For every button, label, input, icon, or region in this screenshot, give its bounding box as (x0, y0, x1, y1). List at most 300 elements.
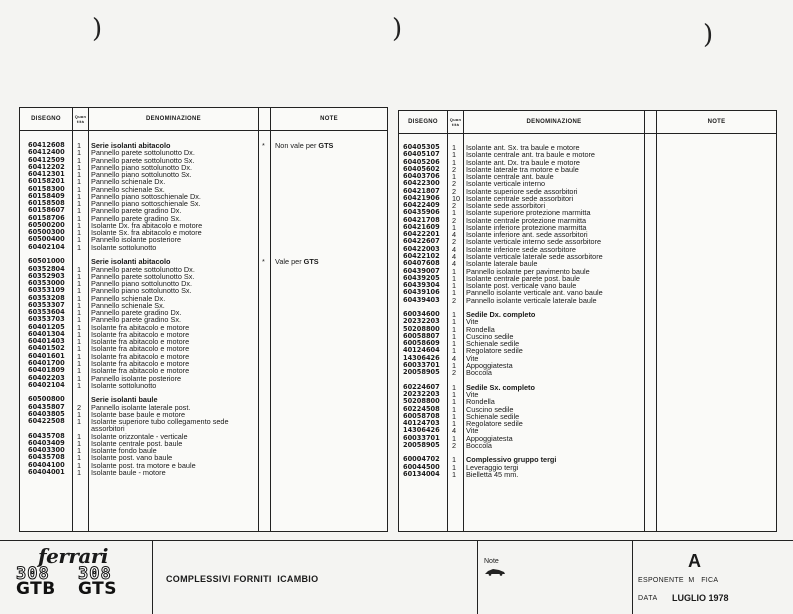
part-number: 60004702 (403, 455, 440, 464)
part-number: 60435906 (403, 208, 440, 217)
description: Isolante laterale tra motore e baule (466, 164, 579, 174)
description: Complessivo gruppo tergi (466, 455, 557, 465)
description: Isolante centrale ant. baule (466, 172, 554, 182)
table-row (20, 251, 387, 258)
model-gts: GTS (78, 579, 117, 599)
description: Isolante Dx. fra abitacolo e motore (91, 220, 203, 230)
header-note: NOTE (707, 118, 726, 125)
table-row (20, 360, 387, 367)
description: Cuscino sedile (466, 404, 514, 414)
description: Pannello parete sottolunotto Dx. (91, 148, 195, 158)
description: Isolante sottolunotto (91, 242, 157, 252)
table-row (20, 258, 387, 265)
description: Vite (466, 426, 479, 436)
quantity: 1 (452, 404, 457, 414)
table-row (20, 244, 387, 251)
part-number: 60353000 (28, 279, 65, 288)
table-row (20, 222, 387, 229)
quantity: 1 (452, 390, 457, 400)
description: Cuscino sedile (466, 331, 514, 341)
table-row (20, 418, 387, 425)
table-row (20, 157, 387, 164)
quantity: 1 (452, 273, 457, 283)
quantity: 1 (77, 467, 82, 477)
quantity: 1 (452, 172, 457, 182)
header-denominazione: DENOMINAZIONE (526, 118, 582, 125)
description: Serie isolanti abitacolo (91, 141, 171, 150)
quantity: 2 (452, 440, 457, 450)
part-number: 60439403 (403, 295, 440, 304)
note-text (275, 142, 333, 149)
quantity: 1 (452, 143, 457, 152)
table-row (20, 164, 387, 171)
note-prefix: Vale per (275, 257, 304, 267)
header-quantita: Quan tità (74, 114, 87, 124)
table-row (20, 302, 387, 309)
header-disegno: DISEGNO (31, 115, 61, 122)
description: Pannello schienale Sx. (91, 184, 165, 194)
quantity: 1 (77, 184, 82, 194)
part-number: 60422102 (403, 251, 440, 260)
quantity: 1 (452, 462, 457, 472)
part-number: 60401304 (28, 329, 65, 338)
table-row (399, 369, 776, 376)
description: Isolante sede assorbitori (466, 201, 546, 211)
description: Pannello isolante posteriore (91, 235, 182, 245)
table-row (20, 273, 387, 280)
quantity: 1 (452, 397, 457, 407)
part-number: 60421708 (403, 215, 440, 224)
quantity: 1 (452, 433, 457, 443)
table-row (20, 396, 387, 403)
description: Isolante centrale post. baule (91, 438, 183, 448)
header-quantita: Quan tità (449, 117, 462, 127)
part-number: 60403805 (28, 409, 65, 418)
quantity: 1 (77, 177, 82, 187)
quantity: 1 (452, 346, 457, 356)
quantity: 1 (77, 351, 82, 361)
table-row (20, 316, 387, 323)
table-row (20, 440, 387, 447)
binder-mark: ) (392, 14, 403, 44)
table-row (20, 447, 387, 454)
part-number: 60402104 (28, 242, 65, 251)
part-number: 60421807 (403, 186, 440, 195)
part-number: 60158409 (28, 191, 65, 200)
quantity: 1 (452, 331, 457, 341)
description: Isolante laterale baule (466, 259, 538, 269)
quantity: 1 (77, 199, 82, 209)
quantity: 1 (77, 417, 82, 427)
quantity: 2 (77, 402, 82, 412)
part-number: 60401601 (28, 351, 65, 360)
description: Appoggiatesta (466, 360, 513, 370)
part-number: 60352804 (28, 264, 65, 273)
part-number: 50208800 (403, 397, 440, 406)
description: Boccola (466, 368, 492, 378)
description: Pannello isolante posteriore (91, 373, 182, 383)
part-number: 60500200 (28, 220, 65, 229)
table-row (20, 266, 387, 273)
quantity: 1 (452, 469, 457, 479)
description: Serie isolanti baule (91, 395, 158, 405)
description: Pannello piano sottolunotto Dx. (91, 162, 193, 172)
quantity: 1 (77, 358, 82, 368)
part-number: 60401700 (28, 358, 65, 367)
part-number: 60404001 (28, 467, 65, 476)
part-number: 60500300 (28, 228, 65, 237)
description: Isolante post. vano baule (91, 453, 173, 463)
part-number: 60405602 (403, 164, 440, 173)
description: Isolante superiore protezione marmitta (466, 208, 591, 218)
quantity: 1 (77, 228, 82, 238)
part-number: 60401205 (28, 322, 65, 331)
quantity: 1 (452, 455, 457, 465)
quantity: 1 (452, 360, 457, 370)
quantity: 1 (77, 264, 82, 274)
quantity: 1 (77, 220, 82, 230)
part-number: 60353604 (28, 308, 65, 317)
quantity: 2 (452, 237, 457, 247)
description: Pannello parete gradino Dx. (91, 206, 182, 216)
quantity: 1 (452, 382, 457, 392)
part-number: 60435807 (28, 402, 65, 411)
quantity: 1 (77, 271, 82, 281)
quantity: 1 (452, 324, 457, 334)
part-number: 60353109 (28, 286, 65, 295)
table-row (20, 338, 387, 345)
note-marker: * (262, 257, 265, 267)
quantity: 1 (452, 288, 457, 298)
quantity: 1 (77, 170, 82, 180)
description: Pannello parete sottolunotto Sx. (91, 155, 195, 165)
table-row (20, 280, 387, 287)
description: Isolante ant. Sx. tra baule e motore (466, 143, 580, 152)
table-row (20, 331, 387, 338)
description: Isolante sottolunotto (91, 380, 157, 390)
description: Regolatore sedile (466, 346, 523, 356)
description: Schienale sedile (466, 411, 520, 421)
quantity: 4 (452, 353, 457, 363)
description: Isolante post. tra motore e baule (91, 460, 196, 470)
description: Isolante fra abitacolo e motore (91, 329, 190, 339)
part-number: 60158300 (28, 184, 65, 193)
part-number: 60500800 (28, 395, 65, 404)
quantity: 1 (77, 460, 82, 470)
description: Isolante post. verticale vano baule (466, 281, 577, 291)
quantity: 4 (452, 426, 457, 436)
quantity: 4 (452, 230, 457, 240)
description: Pannello parete gradino Dx. (91, 308, 182, 318)
quantity: 1 (77, 322, 82, 332)
description: Isolante superiore sede assorbitori (466, 186, 578, 196)
header-disegno: DISEGNO (408, 118, 438, 125)
table-row (20, 295, 387, 302)
part-number: 60422607 (403, 237, 440, 246)
quantity: 1 (77, 409, 82, 419)
table-row (20, 404, 387, 411)
part-number: 60044500 (403, 462, 440, 471)
note-marker: * (262, 141, 265, 150)
description: Rondella (466, 397, 495, 407)
description: Isolante orizzontale - verticale (91, 431, 188, 441)
table-body (399, 144, 776, 478)
quantity: 1 (77, 141, 82, 150)
description: Pannello isolante per pavimento baule (466, 266, 590, 276)
description: Isolante verticale laterale sede assorbitore (466, 251, 603, 261)
description: Pannello piano sottoschienale Dx. (91, 191, 201, 201)
description: Isolante ant. Dx. tra baule e motore (466, 157, 580, 167)
description: Pannello schienale Dx. (91, 293, 166, 303)
model-gtb: GTB (16, 579, 56, 599)
part-number: 60405305 (403, 143, 440, 151)
part-number: 60435708 (28, 453, 65, 462)
binder-mark: ) (703, 20, 714, 50)
table-row (20, 469, 387, 476)
quantity: 1 (77, 286, 82, 296)
binder-mark: ) (92, 14, 103, 44)
description: Isolante inferiore protezione marmitta (466, 222, 587, 232)
table-row (20, 324, 387, 331)
table-row (20, 193, 387, 200)
part-number: 60412400 (28, 148, 65, 157)
header-note: NOTE (320, 115, 338, 122)
description: Sedile Sx. completo (466, 382, 535, 392)
part-number: 60058807 (403, 331, 440, 340)
quantity: 2 (452, 215, 457, 225)
quantity: 1 (77, 446, 82, 456)
description: Isolante inferiore sede assorbitore (466, 244, 576, 254)
note-model: GTS (303, 257, 319, 267)
table-row (20, 367, 387, 374)
description: Leveraggio tergi (466, 462, 519, 472)
quantity: 1 (77, 373, 82, 383)
part-number: 20232203 (403, 317, 440, 326)
description: Isolante fra abitacolo e motore (91, 351, 190, 361)
table-row (20, 178, 387, 185)
description: Appoggiatesta (466, 433, 513, 443)
right-parts-table (398, 110, 777, 532)
quantity: 1 (77, 315, 82, 325)
part-number: 60405107 (403, 150, 440, 159)
header-denominazione: DENOMINAZIONE (146, 115, 201, 122)
quantity: 1 (452, 317, 457, 327)
part-number: 20058905 (403, 440, 440, 449)
description: Isolante fondo baule (91, 446, 157, 456)
description: Isolante verticale interno (466, 179, 546, 189)
part-number: 60435708 (28, 431, 65, 440)
part-number: 60412509 (28, 155, 65, 164)
part-number: 60353307 (28, 300, 65, 309)
quantity: 1 (77, 337, 82, 347)
note-text (275, 258, 319, 265)
date-label: DATA (638, 595, 658, 602)
part-number: 60402104 (28, 380, 65, 389)
part-number: 60500400 (28, 235, 65, 244)
table-row (20, 186, 387, 193)
description: Pannello schienale Sx. (91, 300, 165, 310)
esponente-label: ESPONENTE M FICA (638, 577, 719, 584)
description: Pannello isolante verticale ant. vano baule (466, 288, 603, 298)
note-label: Note (484, 558, 499, 565)
part-number: 60402203 (28, 373, 65, 382)
quantity: 1 (77, 279, 82, 289)
part-number: 40124604 (403, 346, 440, 355)
quantity: 1 (77, 191, 82, 201)
table-row (20, 389, 387, 396)
quantity: 1 (77, 380, 82, 390)
part-number: 60421609 (403, 222, 440, 231)
part-number: 60439205 (403, 273, 440, 282)
note-model: GTS (318, 141, 334, 150)
description: Isolante fra abitacolo e motore (91, 322, 190, 332)
table-row (20, 229, 387, 236)
part-number: 60353208 (28, 293, 65, 302)
brand-wordmark: ferrari (38, 544, 108, 568)
description: Pannello isolante laterale post. (91, 402, 191, 412)
part-number: 60158201 (28, 177, 65, 186)
quantity: 1 (452, 339, 457, 349)
quantity: 1 (77, 148, 82, 158)
table-row (20, 215, 387, 222)
part-number: 60421906 (403, 193, 440, 202)
table-row (20, 149, 387, 156)
part-number: 60134004 (403, 469, 440, 478)
part-number: 60407608 (403, 259, 440, 268)
left-parts-table (19, 107, 388, 532)
description: Pannello piano sottolunotto Sx. (91, 170, 192, 180)
description: Isolante fra abitacolo e motore (91, 366, 190, 376)
description: Pannello piano sottoschienale Sx. (91, 199, 201, 209)
part-number: 60422003 (403, 244, 440, 253)
description: Isolante centrale ant. tra baule e motore (466, 150, 595, 160)
part-number: 60405206 (403, 157, 440, 166)
table-row (20, 454, 387, 461)
part-number: 60224508 (403, 404, 440, 413)
part-number: 20058905 (403, 368, 440, 377)
description: Isolante centrale sede assorbitori (466, 193, 574, 203)
description: Isolante fra abitacolo e motore (91, 358, 190, 368)
part-number: 60401809 (28, 366, 65, 375)
quantity: 2 (452, 368, 457, 378)
part-number: 60224607 (403, 382, 440, 391)
description: Boccola (466, 440, 492, 450)
description: Isolante inferiore ant. sede assorbitori (466, 230, 588, 240)
quantity: 1 (77, 438, 82, 448)
part-number: 60403409 (28, 438, 65, 447)
description: Pannello parete gradino Sx. (91, 315, 182, 325)
part-number: 60401403 (28, 337, 65, 346)
part-number: 60403300 (28, 446, 65, 455)
table-row (20, 382, 387, 389)
revision-letter: A (688, 551, 701, 571)
table-row (20, 287, 387, 294)
table-row (20, 345, 387, 352)
table-row (20, 207, 387, 214)
description: Isolante Sx. fra abitacolo e motore (91, 228, 202, 238)
model-308-a: 308 (16, 564, 50, 584)
description: Isolante verticale interno sede assorbitore (466, 237, 602, 247)
table-body (20, 142, 387, 476)
part-number: 60439007 (403, 266, 440, 275)
quantity: 1 (77, 300, 82, 310)
table-row (20, 200, 387, 207)
part-number: 60033701 (403, 360, 440, 369)
description: Pannello piano sottolunotto Dx. (91, 279, 193, 289)
quantity: 1 (77, 344, 82, 354)
quantity: 1 (77, 213, 82, 223)
quantity: 1 (452, 310, 457, 320)
part-number: 14306426 (403, 353, 440, 362)
description: Rondella (466, 324, 495, 334)
description: assorbitori (91, 424, 125, 434)
quantity: 1 (77, 155, 82, 165)
description: Bielletta 45 mm. (466, 469, 519, 479)
quantity: 1 (77, 235, 82, 245)
quantity: 1 (452, 208, 457, 218)
document-title: COMPLESSIVI FORNITI ICAMBIO (166, 574, 319, 584)
description: Isolante baule - motore (91, 467, 166, 477)
quantity: 2 (452, 164, 457, 174)
description: Isolante centrale protezione marmitta (466, 215, 587, 225)
part-number: 60412301 (28, 170, 65, 179)
description: Isolante centrale parete post. baule (466, 273, 580, 283)
quantity: 2 (452, 201, 457, 211)
description: Pannello parete gradino Sx. (91, 213, 182, 223)
quantity: 4 (452, 259, 457, 269)
part-number: 60034600 (403, 310, 440, 319)
table-row (399, 442, 776, 449)
description: Regolatore sedile (466, 419, 523, 429)
table-row (20, 425, 387, 432)
description: Vite (466, 390, 479, 400)
part-number: 20232203 (403, 390, 440, 399)
quantity: 1 (77, 293, 82, 303)
quantity: 1 (452, 222, 457, 232)
description: Vite (466, 353, 479, 363)
table-row (20, 142, 387, 149)
description: Pannello parete sottolunotto Dx. (91, 264, 195, 274)
part-number: 60422409 (403, 201, 440, 210)
quantity: 1 (452, 266, 457, 276)
description: Pannello parete sottolunotto Sx. (91, 271, 195, 281)
quantity: 1 (452, 411, 457, 421)
part-number: 14306426 (403, 426, 440, 435)
quantity: 1 (77, 366, 82, 376)
table-row (399, 297, 776, 304)
quantity: 1 (452, 157, 457, 167)
part-number: 60352903 (28, 271, 65, 280)
quantity: 2 (452, 295, 457, 305)
part-number: 60058609 (403, 339, 440, 348)
description: Pannello isolante verticale laterale baule (466, 295, 597, 305)
quantity: 1 (77, 162, 82, 172)
part-number: 60158508 (28, 199, 65, 208)
car-icon (484, 568, 506, 576)
description: Isolante base baule e motore (91, 409, 186, 419)
description: Isolante fra abitacolo e motore (91, 337, 190, 347)
table-row (20, 236, 387, 243)
description: Sedile Dx. completo (466, 310, 536, 320)
part-number: 60403706 (403, 172, 440, 181)
part-number: 60058708 (403, 411, 440, 420)
quantity: 1 (452, 281, 457, 291)
description: Vite (466, 317, 479, 327)
part-number: 60412608 (28, 141, 65, 149)
quantity: 10 (452, 193, 461, 203)
quantity: 2 (452, 186, 457, 196)
description: Isolante superiore tubo collegamento sede (91, 417, 229, 427)
